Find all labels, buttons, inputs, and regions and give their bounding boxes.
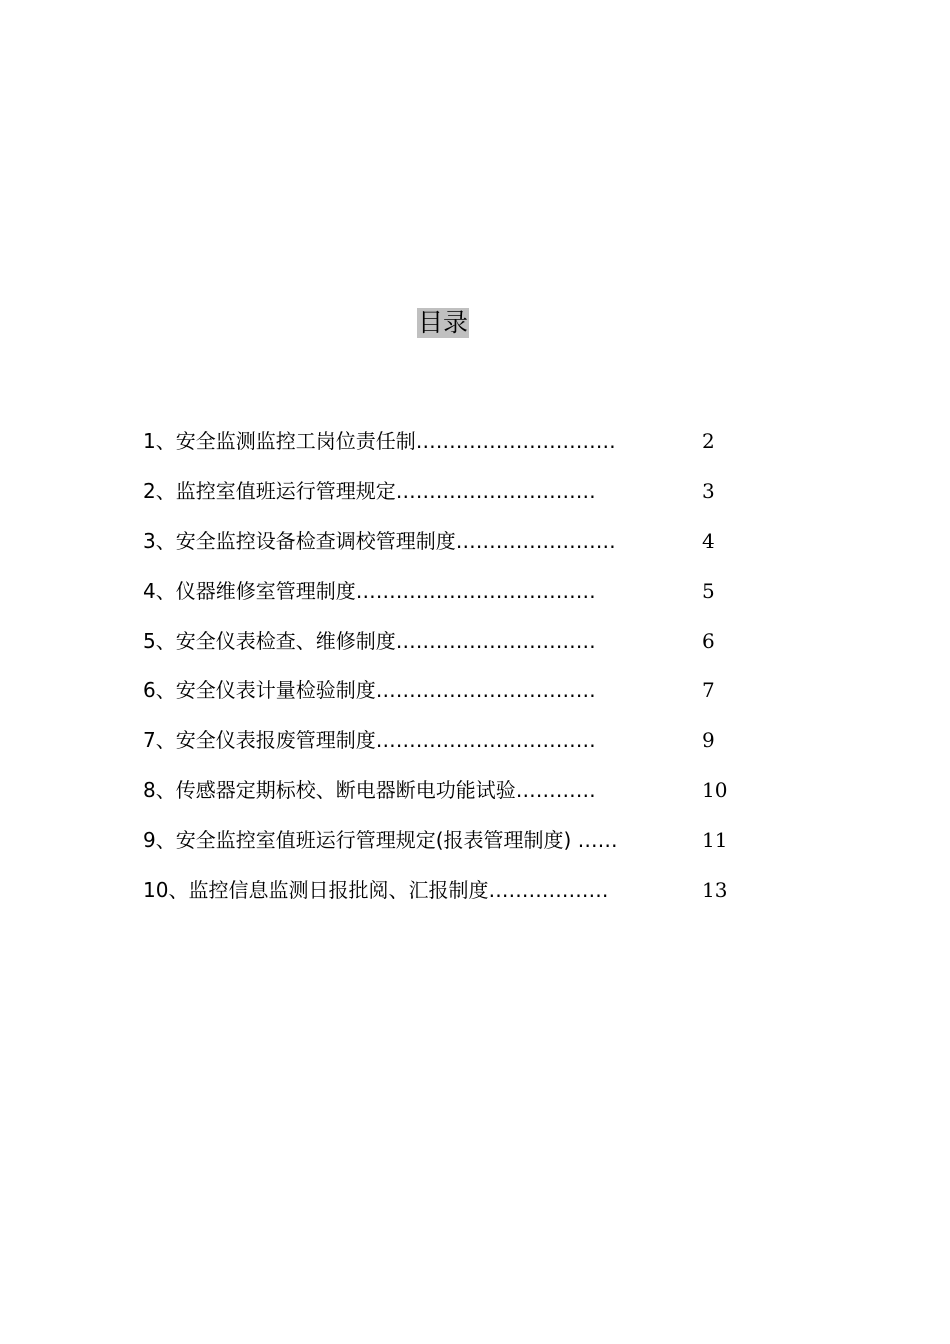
toc-entry-title: 3、安全监控设备检查调校管理制度…………………… [143,529,616,553]
toc-entry-page: 5 [702,579,715,603]
toc-entry[interactable] [143,476,596,506]
toc-entry-title: 1、安全监测监控工岗位责任制………………………… [143,429,616,453]
toc-entry-title: 10、监控信息监测日报批阅、汇报制度……………… [143,878,609,902]
toc-entry[interactable] [143,725,596,755]
toc-entry[interactable] [143,626,596,656]
toc-entry-page: 7 [702,678,715,702]
toc-entry-title: 4、仪器维修室管理制度……………………………… [143,579,596,603]
toc-entry-page: 13 [702,878,728,902]
toc-entry-title: 5、安全仪表检查、维修制度………………………… [143,629,596,653]
toc-entry-title: 7、安全仪表报废管理制度…………………………… [143,728,596,752]
toc-entry[interactable] [143,775,596,805]
toc-entry[interactable] [143,426,616,456]
toc-entry-title: 6、安全仪表计量检验制度…………………………… [143,678,596,702]
toc-entry-page: 2 [702,429,715,453]
toc-entry-page: 9 [702,728,715,752]
toc-entry-title: 9、安全监控室值班运行管理规定(报表管理制度) …… [143,828,618,852]
toc-entry-title: 8、传感器定期标校、断电器断电功能试验………… [143,778,596,802]
toc-entry[interactable] [143,675,596,705]
toc-entry-title: 2、监控室值班运行管理规定………………………… [143,479,596,503]
page-title: 目录 [418,308,469,337]
toc-entry-page: 11 [702,828,728,852]
toc-entry[interactable] [143,526,616,556]
toc-entry-page: 10 [702,778,728,802]
toc-entry-page: 4 [702,529,715,553]
toc-entry[interactable] [143,825,618,855]
toc-entry-page: 6 [702,629,715,653]
toc-entry[interactable] [143,576,596,606]
toc-entry[interactable] [143,875,608,905]
toc-entry-page: 3 [702,479,715,503]
